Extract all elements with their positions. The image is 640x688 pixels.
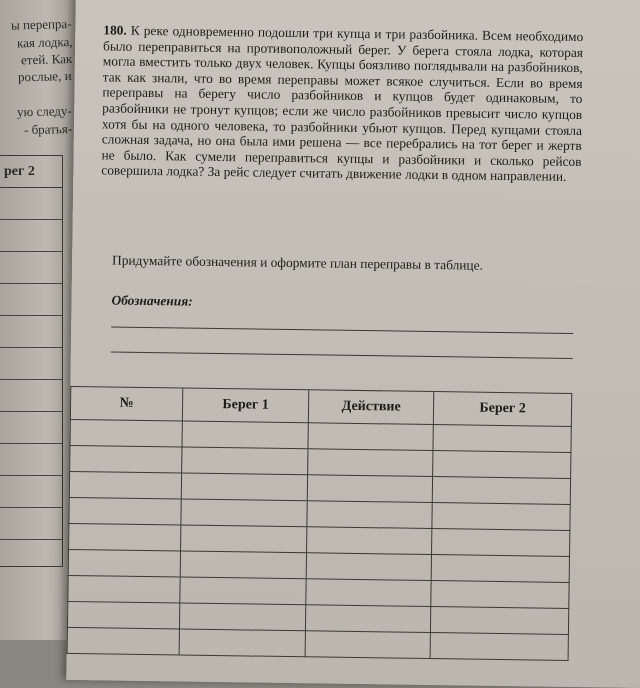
workbook-page [66, 0, 640, 688]
left-table-row [0, 444, 62, 476]
left-table-row [0, 476, 62, 508]
left-table-row [0, 412, 62, 444]
left-table-row [0, 316, 62, 348]
left-table-row [0, 188, 62, 220]
left-page-text-line: етей. Как [20, 51, 73, 68]
left-table-row [0, 348, 62, 380]
left-page-text-line: кая лодка, [16, 34, 73, 51]
table-cell[interactable] [431, 555, 569, 583]
left-table-header: рег 2 [0, 156, 62, 188]
previous-page [0, 0, 78, 640]
table-cell[interactable] [433, 425, 571, 453]
crossing-plan-table [67, 386, 573, 661]
column-header-number: № [70, 386, 182, 421]
column-header-bank-1: Берег 1 [182, 388, 309, 423]
table-cell[interactable] [306, 579, 431, 607]
left-table-row [0, 252, 62, 284]
table-cell[interactable] [308, 449, 433, 477]
table-cell[interactable] [305, 631, 430, 659]
left-page-table [0, 155, 63, 567]
table-cell[interactable] [182, 447, 309, 475]
table-cell[interactable] [432, 529, 570, 557]
table-cell[interactable] [306, 605, 431, 633]
table-cell[interactable] [307, 501, 432, 529]
table-cell[interactable] [307, 527, 432, 555]
problem-body: К реке одновременно подошли три купца и три разбойника. Всем необходимо было переправиться на противоположный берег. У берега стояла лодка, которая могла вместить только двух человек. Купцы боязливо поглядывали на разбойников, так как знали, что во время переправы может всякое случиться. Если во время переправы на берегу число разбойников и купцов будет одинаковым, то разбойники не тронут купцов; если же число разбойников превысит число купцов хотя бы на одного человека, то разбойники убьют купцов. Перед купцами стояла сложная задача, но она была ими решена — все перебрались на тот берег и жертв не было. Как сумели переправиться купцы и разбойники и сколько рейсов совершила лодка? За рейс следует считать движение лодки в одном направлении. [101, 22, 584, 185]
table-cell[interactable] [179, 629, 306, 657]
table-cell[interactable] [308, 423, 433, 451]
table-row [67, 627, 568, 660]
table-cell[interactable] [306, 553, 431, 581]
left-table-row [0, 380, 62, 412]
table-cell[interactable] [433, 451, 571, 479]
left-page-text-line: ы перепра- [11, 16, 73, 33]
table-cell[interactable] [432, 477, 570, 505]
notation-line [111, 352, 573, 359]
table-cell[interactable] [430, 633, 568, 661]
left-table-row [0, 220, 62, 252]
column-header-action: Действие [308, 390, 433, 425]
table-cell[interactable] [67, 627, 179, 655]
left-page-text-line: ую следу- [17, 103, 73, 120]
left-page-text-line: рослые, и [18, 68, 73, 85]
left-table-row [0, 508, 62, 540]
table-cell[interactable] [181, 473, 308, 501]
notation-line [111, 327, 573, 334]
table-cell[interactable] [432, 503, 570, 531]
table-cell[interactable] [180, 551, 307, 579]
table-cell[interactable] [182, 421, 309, 449]
table-cell[interactable] [180, 525, 307, 553]
column-header-bank-2: Берег 2 [433, 392, 571, 427]
table-cell[interactable] [67, 601, 179, 629]
left-table-row [0, 284, 62, 316]
notation-label: Обозначения: [111, 292, 193, 309]
table-cell[interactable] [70, 445, 182, 473]
table-cell[interactable] [69, 523, 181, 551]
problem-text [101, 22, 583, 185]
problem-number: 180. [103, 22, 127, 38]
left-page-text-line: - братья- [23, 121, 73, 138]
table-cell[interactable] [179, 603, 306, 631]
table-cell[interactable] [70, 419, 182, 447]
table-cell[interactable] [307, 475, 432, 503]
table-cell[interactable] [68, 549, 180, 577]
instruction-text: Придумайте обозначения и оформите план переправы в таблице. [111, 252, 484, 273]
table-cell[interactable] [181, 499, 308, 527]
table-cell[interactable] [69, 497, 181, 525]
table-cell[interactable] [431, 607, 569, 635]
table-cell[interactable] [69, 471, 181, 499]
table-cell[interactable] [431, 581, 569, 609]
table-cell[interactable] [68, 575, 180, 603]
table-cell[interactable] [180, 577, 307, 605]
